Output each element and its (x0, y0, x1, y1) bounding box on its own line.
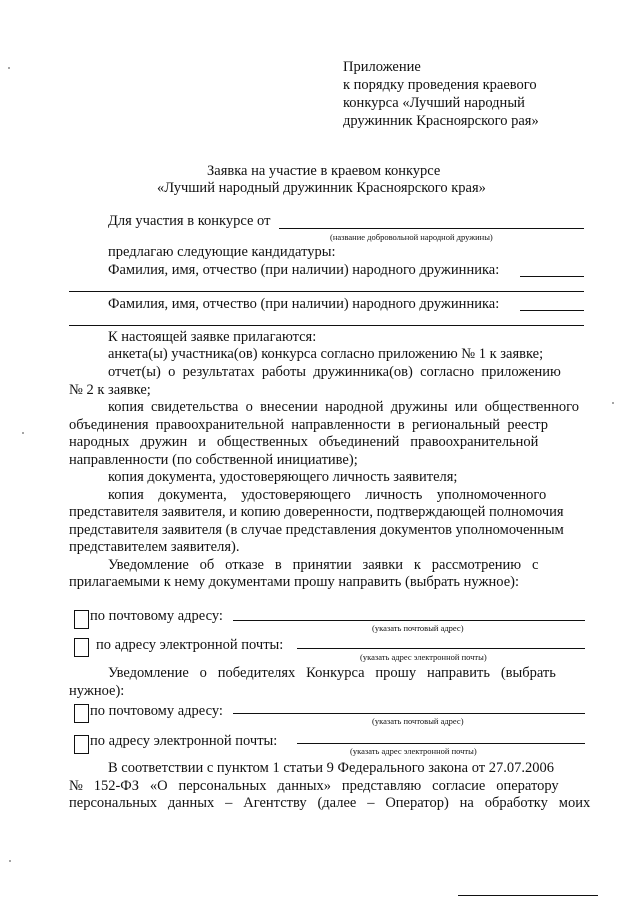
participation-label: Для участия в конкурсе от (108, 213, 271, 229)
attachment-item-1: анкета(ы) участника(ов) конкурса согласно приложению № 1 к заявке; (108, 346, 544, 362)
appendix-line-2: к порядку проведения краевого (343, 77, 537, 93)
refusal-line-1: Уведомление об отказе в принятии заявки к рассмотрению с (108, 557, 539, 573)
attachment-item-3b: объединения правоохранительной направленности в региональный реестр (69, 417, 549, 433)
winners-email-field[interactable] (297, 743, 585, 744)
winners-line-1: Уведомление о победителях Конкурса прошу направить (выбрать (108, 665, 556, 681)
winners-post-checkbox[interactable] (74, 704, 89, 723)
winners-line-2: нужное): (69, 683, 125, 699)
propose-candidates: предлагаю следующие кандидатуры: (108, 244, 336, 260)
winners-post-hint: (указать почтовый адрес) (372, 716, 464, 726)
winners-email-hint: (указать адрес электронной почты) (350, 746, 477, 756)
winners-email-checkbox[interactable] (74, 735, 89, 754)
refusal-email-label: по адресу электронной почты: (96, 637, 284, 653)
consent-line-3: персональных данных – Агентству (далее – Оператор) на обработку моих (69, 795, 591, 811)
scan-speck (612, 402, 614, 404)
fio-field-1[interactable] (69, 291, 584, 292)
winners-post-field[interactable] (233, 713, 585, 714)
fio-label-1: Фамилия, имя, отчество (при наличии) народного дружинника: (108, 262, 500, 278)
fio-label-2: Фамилия, имя, отчество (при наличии) народного дружинника: (108, 296, 500, 312)
fio-field-2-inline[interactable] (520, 310, 584, 311)
refusal-line-2: прилагаемыми к нему документами прошу направить (выбрать нужное): (69, 574, 519, 590)
scan-speck (22, 432, 24, 434)
footer-rule (458, 895, 598, 896)
org-name-field[interactable] (279, 228, 584, 229)
refusal-post-checkbox[interactable] (74, 610, 89, 629)
fio-field-2[interactable] (69, 325, 584, 326)
attachment-item-2b: № 2 к заявке; (69, 382, 151, 398)
refusal-post-label: по почтовому адресу: (90, 608, 223, 624)
attachment-item-5c: представителя заявителя (в случае представления документов уполномоченным (69, 522, 564, 538)
attachment-item-3a: копия свидетельства о внесении народной дружины или общественного (108, 399, 579, 415)
refusal-post-field[interactable] (233, 620, 585, 621)
attachment-item-5d: представителем заявителя). (69, 539, 240, 555)
attachment-item-2a: отчет(ы) о результатах работы дружинника(ов) согласно приложению (108, 364, 561, 380)
org-name-hint: (название добровольной народной дружины) (330, 232, 493, 242)
refusal-post-hint: (указать почтовый адрес) (372, 623, 464, 633)
attachments-intro: К настоящей заявке прилагаются: (108, 329, 317, 345)
appendix-line-3: конкурса «Лучший народный (343, 95, 525, 111)
title-line-2: «Лучший народный дружинник Красноярского края» (157, 180, 486, 196)
attachment-item-3d: направленности (по собственной инициативе); (69, 452, 358, 468)
winners-email-label: по адресу электронной почты: (90, 733, 278, 749)
refusal-email-checkbox[interactable] (74, 638, 89, 657)
winners-post-label: по почтовому адресу: (90, 703, 223, 719)
scan-speck (9, 860, 11, 862)
attachment-item-3c: народных дружин и общественных объединений правоохранительной (69, 434, 539, 450)
appendix-line-4: дружинник Красноярского рая» (343, 113, 539, 129)
refusal-email-hint: (указать адрес электронной почты) (360, 652, 487, 662)
fio-field-1-inline[interactable] (520, 276, 584, 277)
attachment-item-5a: копия документа, удостоверяющего личность уполномоченного (108, 487, 547, 503)
consent-line-1: В соответствии с пунктом 1 статьи 9 Федерального закона от 27.07.2006 (108, 760, 555, 776)
attachment-item-5b: представителя заявителя, и копию доверенности, подтверждающей полномочия (69, 504, 564, 520)
scan-speck (8, 67, 10, 69)
attachment-item-4: копия документа, удостоверяющего личность заявителя; (108, 469, 458, 485)
title-line-1: Заявка на участие в краевом конкурсе (207, 163, 441, 179)
refusal-email-field[interactable] (297, 648, 585, 649)
consent-line-2: № 152-ФЗ «О персональных данных» представляю согласие оператору (69, 778, 559, 794)
appendix-line-1: Приложение (343, 59, 421, 75)
